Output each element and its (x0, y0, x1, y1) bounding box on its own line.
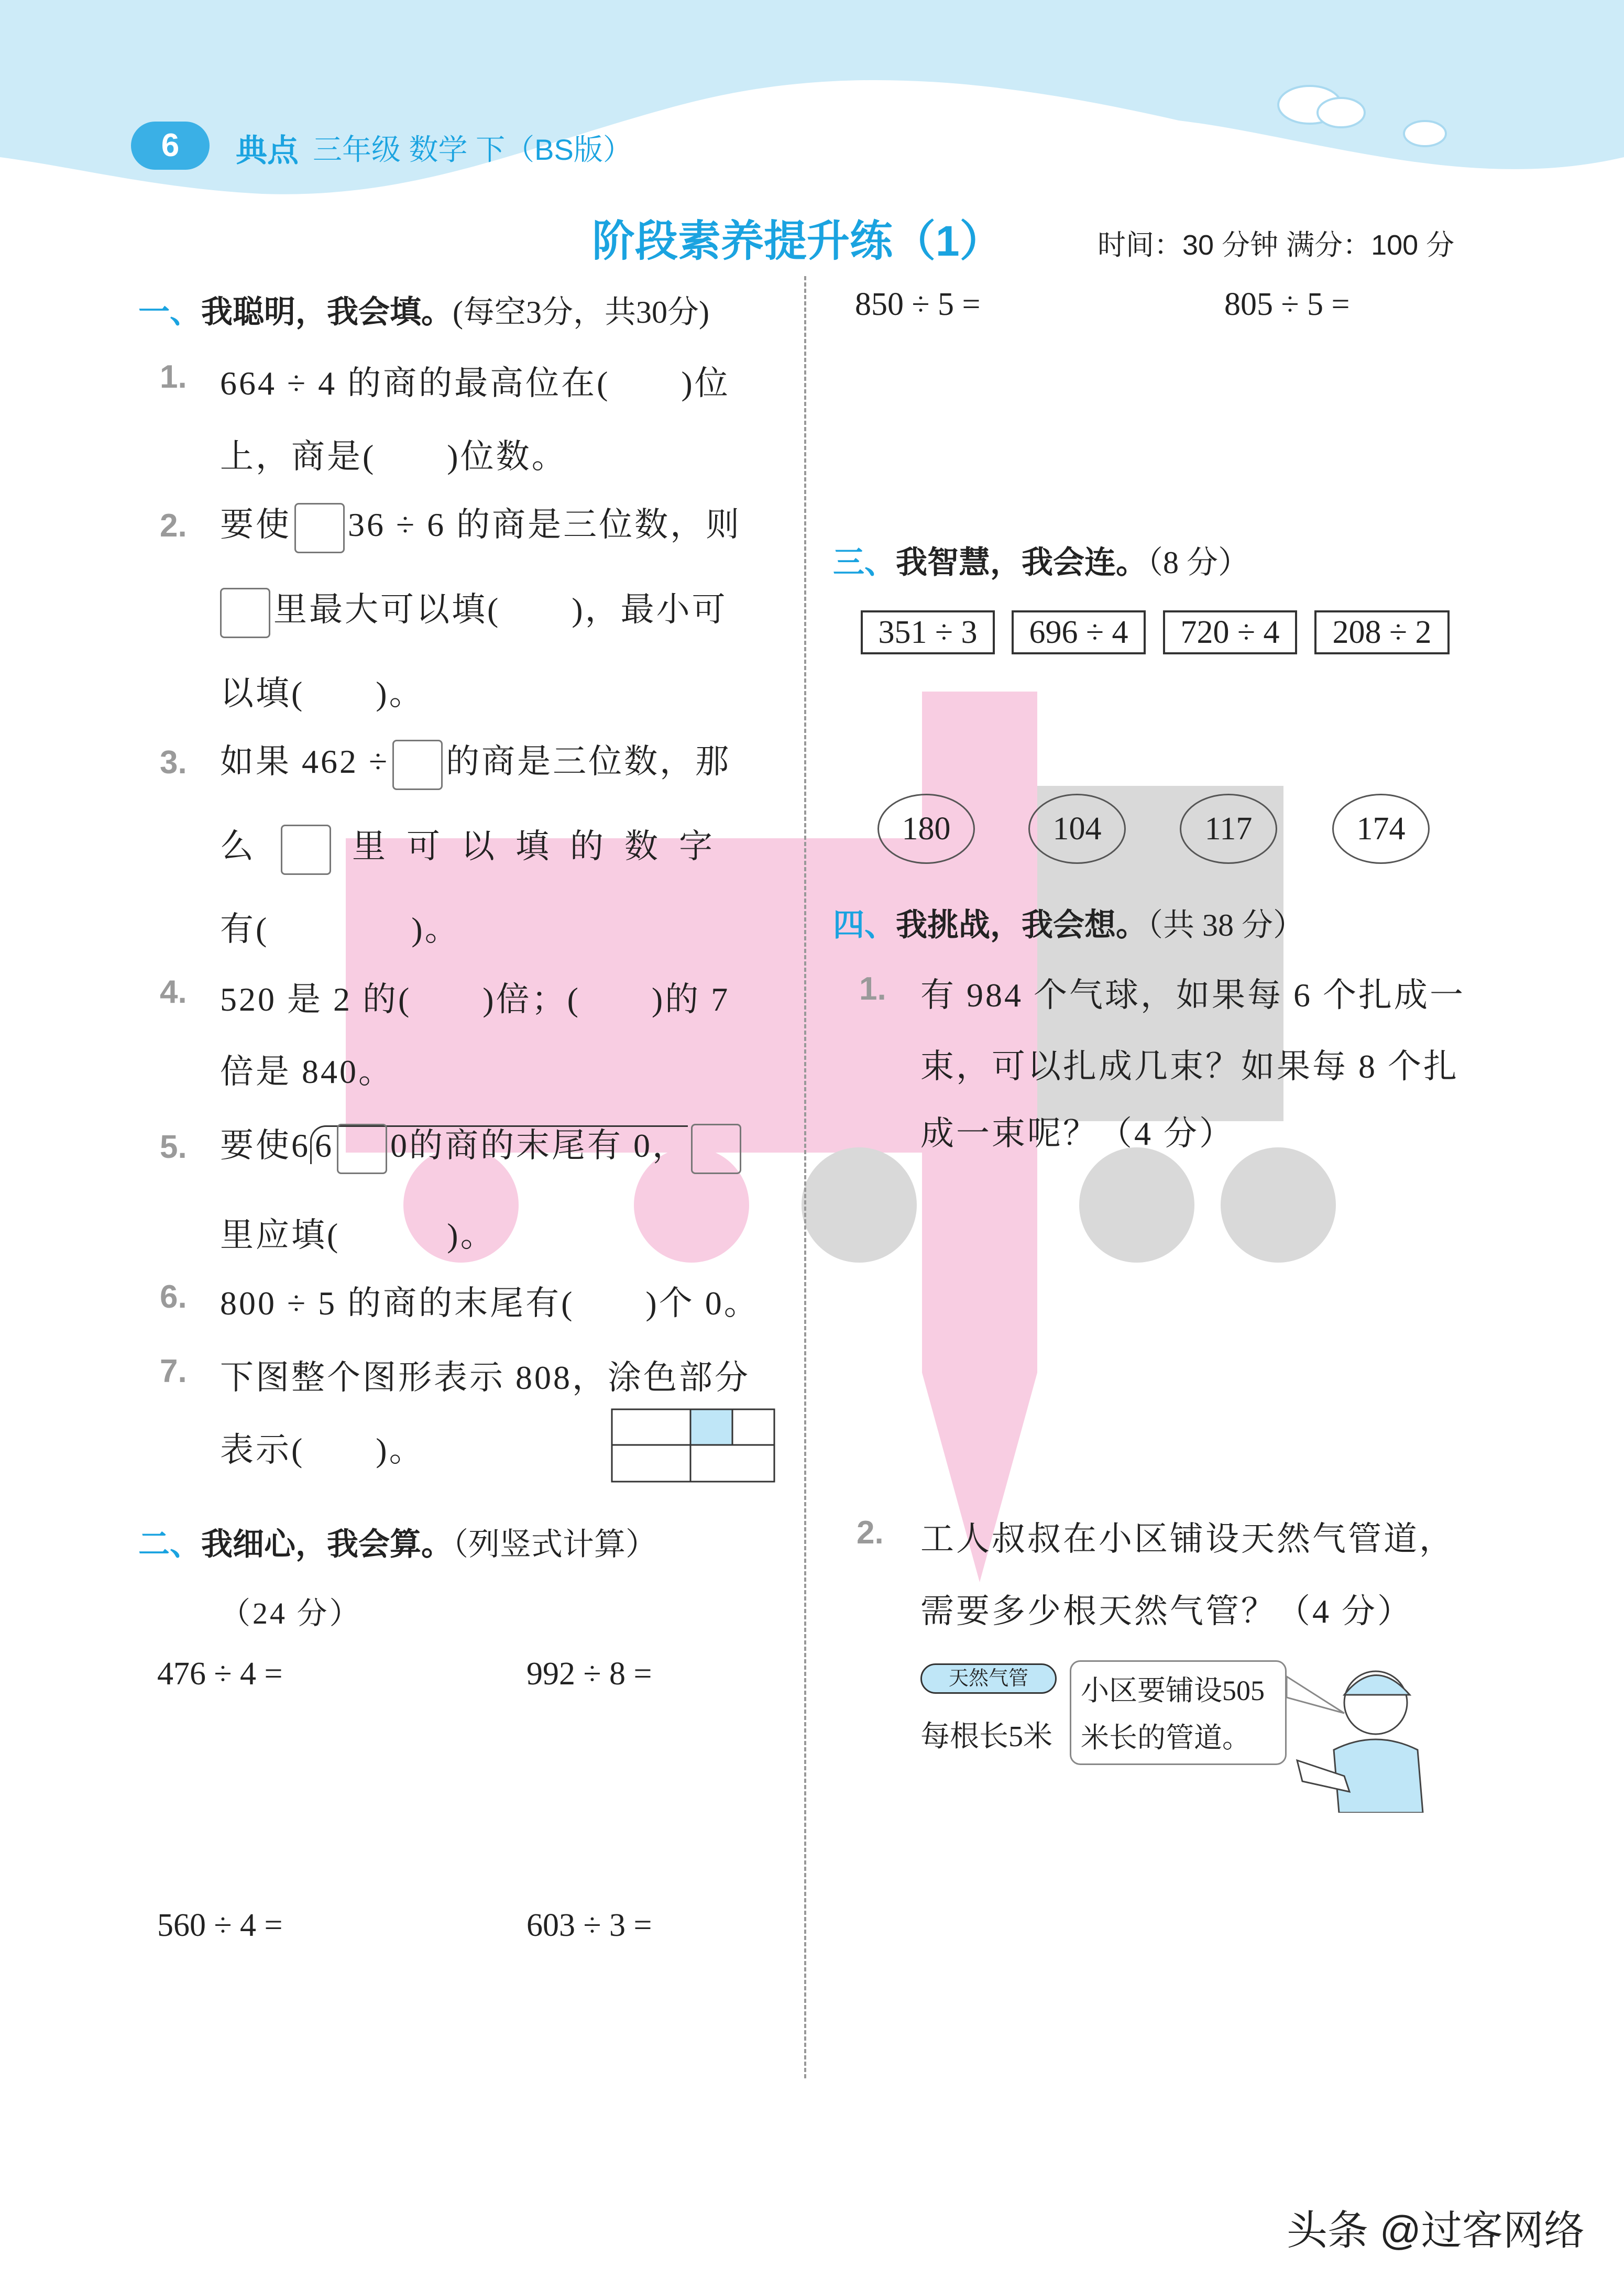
answer-box[interactable] (691, 1124, 741, 1174)
q3-line: 有( )。 (220, 911, 460, 948)
q7-line: 表示( )。 (220, 1431, 425, 1469)
text: 里最大可以填( )，最小可 (273, 591, 728, 628)
page-number-badge: 6 (131, 122, 210, 170)
pipe-length: 每根长5米 (920, 1721, 1052, 1753)
column-divider (804, 276, 806, 2078)
q-number: 2. (160, 508, 187, 544)
calc-problem: 850 ÷ 5 = (855, 287, 981, 322)
text: 6 (315, 1127, 334, 1164)
q4-line: 倍是 840。 (220, 1053, 394, 1090)
q7-line: 下图整个图形表示 808，涂色部分 (220, 1359, 750, 1396)
bubble-text: 米长的管道。 (1081, 1722, 1250, 1754)
section-index: 一、 (138, 295, 201, 330)
q2-line (220, 583, 728, 638)
header-wave (0, 0, 1624, 220)
expression-box[interactable]: 720 ÷ 4 (1163, 610, 1297, 654)
s4-q1-line: 束，可以扎成几束？如果每 8 个扎 (920, 1048, 1459, 1085)
result-oval[interactable]: 174 (1332, 794, 1430, 864)
q-number: 1. (859, 971, 886, 1007)
section-4-heading (833, 900, 1304, 945)
answer-box[interactable] (220, 588, 270, 638)
text: 要使6 (220, 1127, 310, 1164)
section-title: 我细心，我会算。 (201, 1527, 453, 1562)
shaded-rectangle-figure (611, 1408, 775, 1483)
answer-box[interactable] (294, 503, 345, 553)
s4-q2-line: 工人叔叔在小区铺设天然气管道， (920, 1520, 1455, 1558)
section-points: （24 分） (220, 1596, 362, 1630)
worker-illustration (1287, 1656, 1444, 1813)
q1-line: 上，商是( )位数。 (220, 438, 567, 475)
q-number: 2. (857, 1515, 884, 1551)
calc-problem: 603 ÷ 3 = (526, 1908, 652, 1943)
text: 的商是三位数，那 (446, 743, 731, 780)
q-number: 4. (160, 974, 187, 1010)
section-points: （8 分） (1147, 545, 1249, 580)
calc-problem: 805 ÷ 5 = (1224, 287, 1350, 322)
q5-line: 里应填( )。 (220, 1217, 496, 1254)
book-title: 三年级 数学 下（BS版） (313, 133, 632, 166)
time-score: 时间：30 分钟 满分：100 分 (1098, 229, 1455, 261)
calc-problem: 992 ÷ 8 = (526, 1656, 652, 1692)
q2-line (220, 498, 741, 553)
s4-q1-line: 成一束呢？（4 分） (920, 1115, 1235, 1152)
section-title: 我智慧，我会连。 (896, 545, 1147, 580)
q3-line (220, 819, 719, 875)
s4-q2-line: 需要多少根天然气管？（4 分） (920, 1593, 1413, 1630)
text: 要使 (220, 506, 291, 543)
answer-box[interactable] (337, 1124, 387, 1174)
expression-box[interactable]: 351 ÷ 3 (861, 610, 995, 654)
answer-box[interactable] (392, 740, 443, 790)
q2-line: 以填( )。 (220, 675, 425, 712)
q1-line: 664 ÷ 4 的商的最高位在( )位 (220, 365, 730, 402)
pipe-label: 天然气管 (948, 1668, 1028, 1690)
q-number: 6. (160, 1279, 187, 1315)
page-title: 阶段素养提升练（1） (592, 217, 1003, 265)
section-2-heading (138, 1519, 657, 1564)
calc-problem: 560 ÷ 4 = (157, 1908, 283, 1943)
text: 36 ÷ 6 的商是三位数，则 (348, 506, 742, 543)
text: 0的商的末尾有 0， (390, 1127, 688, 1164)
q-number: 3. (160, 744, 187, 781)
section-title: 我挑战，我会想。 (896, 908, 1147, 943)
section-3-heading (833, 538, 1249, 583)
text: 里 可 以 填 的 数 字 (352, 828, 719, 865)
bubble-text: 小区要铺设505 (1081, 1675, 1265, 1706)
q3-line (220, 735, 731, 790)
logo: 典点 (236, 133, 299, 168)
section-index: 四、 (833, 908, 896, 943)
s4-q1-line: 有 984 个气球，如果每 6 个扎成一 (920, 977, 1465, 1014)
expression-box[interactable]: 208 ÷ 2 (1314, 610, 1450, 654)
calc-problem: 476 ÷ 4 = (157, 1656, 283, 1692)
section-points: (每空3分，共30分) (453, 295, 709, 330)
q-number: 5. (160, 1129, 187, 1165)
text: 么 (220, 828, 260, 865)
section-title: 我聪明，我会填。 (201, 295, 453, 330)
q4-line: 520 是 2 的( )倍；( )的 7 (220, 981, 730, 1018)
q-number: 7. (160, 1353, 187, 1389)
text: 如果 462 ÷ (220, 743, 390, 780)
section-1-heading (138, 287, 709, 332)
section-points: （共 38 分） (1147, 908, 1304, 943)
q6-line: 800 ÷ 5 的商的末尾有( )个 0。 (220, 1285, 760, 1322)
speech-bubble (1070, 1660, 1287, 1765)
section-points: （列竖式计算） (453, 1527, 657, 1562)
q-number: 1. (160, 359, 187, 395)
expression-box[interactable]: 696 ÷ 4 (1012, 610, 1146, 654)
q5-line (220, 1119, 744, 1174)
result-oval[interactable]: 117 (1180, 794, 1277, 864)
section-index: 三、 (833, 545, 896, 580)
gas-pipe-illustration (920, 1663, 1057, 1694)
watermark-text: 头条 @过客网络 (1287, 2207, 1585, 2253)
result-oval[interactable]: 180 (877, 794, 975, 864)
section-index: 二、 (138, 1527, 201, 1562)
result-oval[interactable]: 104 (1028, 794, 1126, 864)
answer-box[interactable] (281, 825, 331, 875)
